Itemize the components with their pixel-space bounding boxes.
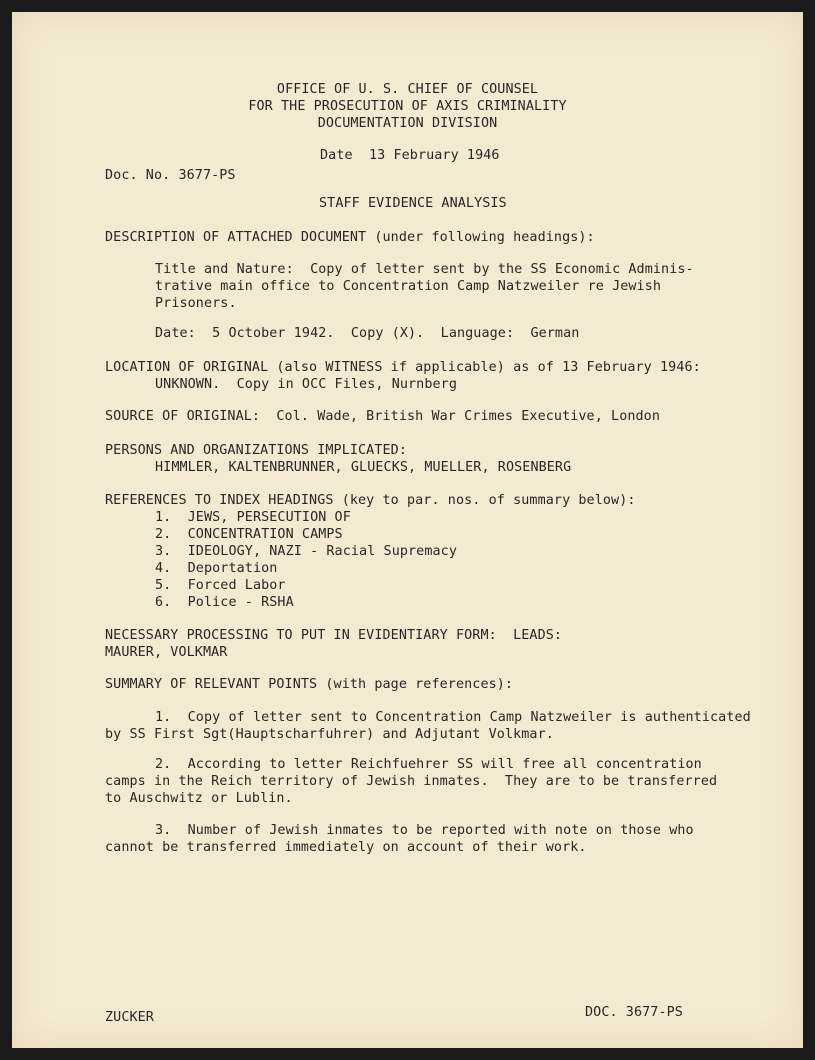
summary-point-2-line-3: to Auschwitz or Lublin. <box>105 791 293 806</box>
summary-point-3-line-1: 3. Number of Jewish inmates to be reported with note on those who <box>155 823 694 838</box>
persons-heading: PERSONS AND ORGANIZATIONS IMPLICATED: <box>105 443 407 458</box>
document-page <box>12 12 803 1048</box>
date-line: Date 13 February 1946 <box>320 148 500 163</box>
reference-item: 3. IDEOLOGY, NAZI - Racial Supremacy <box>155 544 457 559</box>
reference-item: 6. Police - RSHA <box>155 595 294 610</box>
reference-item: 5. Forced Labor <box>155 578 286 593</box>
title-nature-line-3: Prisoners. <box>155 296 237 311</box>
summary-point-2-line-2: camps in the Reich territory of Jewish inmates. They are to be transferred <box>105 774 718 789</box>
title-nature-line-2: trative main office to Concentration Camp Natzweiler re Jewish <box>155 279 662 294</box>
processing-heading: NECESSARY PROCESSING TO PUT IN EVIDENTIARY FORM: LEADS: <box>105 628 563 643</box>
processing-value: MAURER, VOLKMAR <box>105 645 228 660</box>
location-value: UNKNOWN. Copy in OCC Files, Nurnberg <box>155 377 457 392</box>
header-line-2: FOR THE PROSECUTION OF AXIS CRIMINALITY <box>248 99 567 114</box>
summary-heading: SUMMARY OF RELEVANT POINTS (with page references): <box>105 677 514 692</box>
references-heading: REFERENCES TO INDEX HEADINGS (key to par. nos. of summary below): <box>105 493 636 508</box>
header-line-1: OFFICE OF U. S. CHIEF OF COUNSEL <box>276 82 539 97</box>
analysis-title: STAFF EVIDENCE ANALYSIS <box>319 196 507 211</box>
footer-doc-number: DOC. 3677-PS <box>585 1005 683 1020</box>
document-date-line: Date: 5 October 1942. Copy (X). Language: German <box>155 326 580 341</box>
location-heading: LOCATION OF ORIGINAL (also WITNESS if applicable) as of 13 February 1946: <box>105 360 701 375</box>
summary-point-3-line-2: cannot be transferred immediately on account of their work. <box>105 840 587 855</box>
reference-item: 4. Deportation <box>155 561 278 576</box>
description-heading: DESCRIPTION OF ATTACHED DOCUMENT (under following headings): <box>105 230 595 245</box>
summary-point-1-line-1: 1. Copy of letter sent to Concentration Camp Natzweiler is authenticated <box>155 710 751 725</box>
reference-item: 1. JEWS, PERSECUTION OF <box>155 510 351 525</box>
persons-value: HIMMLER, KALTENBRUNNER, GLUECKS, MUELLER, ROSENBERG <box>155 460 572 475</box>
header-line-3: DOCUMENTATION DIVISION <box>317 116 498 131</box>
doc-number: Doc. No. 3677-PS <box>105 168 236 183</box>
summary-point-1-line-2: by SS First Sgt(Hauptscharfuhrer) and Adjutant Volkmar. <box>105 727 554 742</box>
summary-point-2-line-1: 2. According to letter Reichfuehrer SS will free all concentration <box>155 757 702 772</box>
source-line: SOURCE OF ORIGINAL: Col. Wade, British War Crimes Executive, London <box>105 409 661 424</box>
reference-item: 2. CONCENTRATION CAMPS <box>155 527 343 542</box>
title-nature-line-1: Title and Nature: Copy of letter sent by the SS Economic Adminis- <box>155 262 694 277</box>
footer-analyst: ZUCKER <box>105 1010 154 1025</box>
